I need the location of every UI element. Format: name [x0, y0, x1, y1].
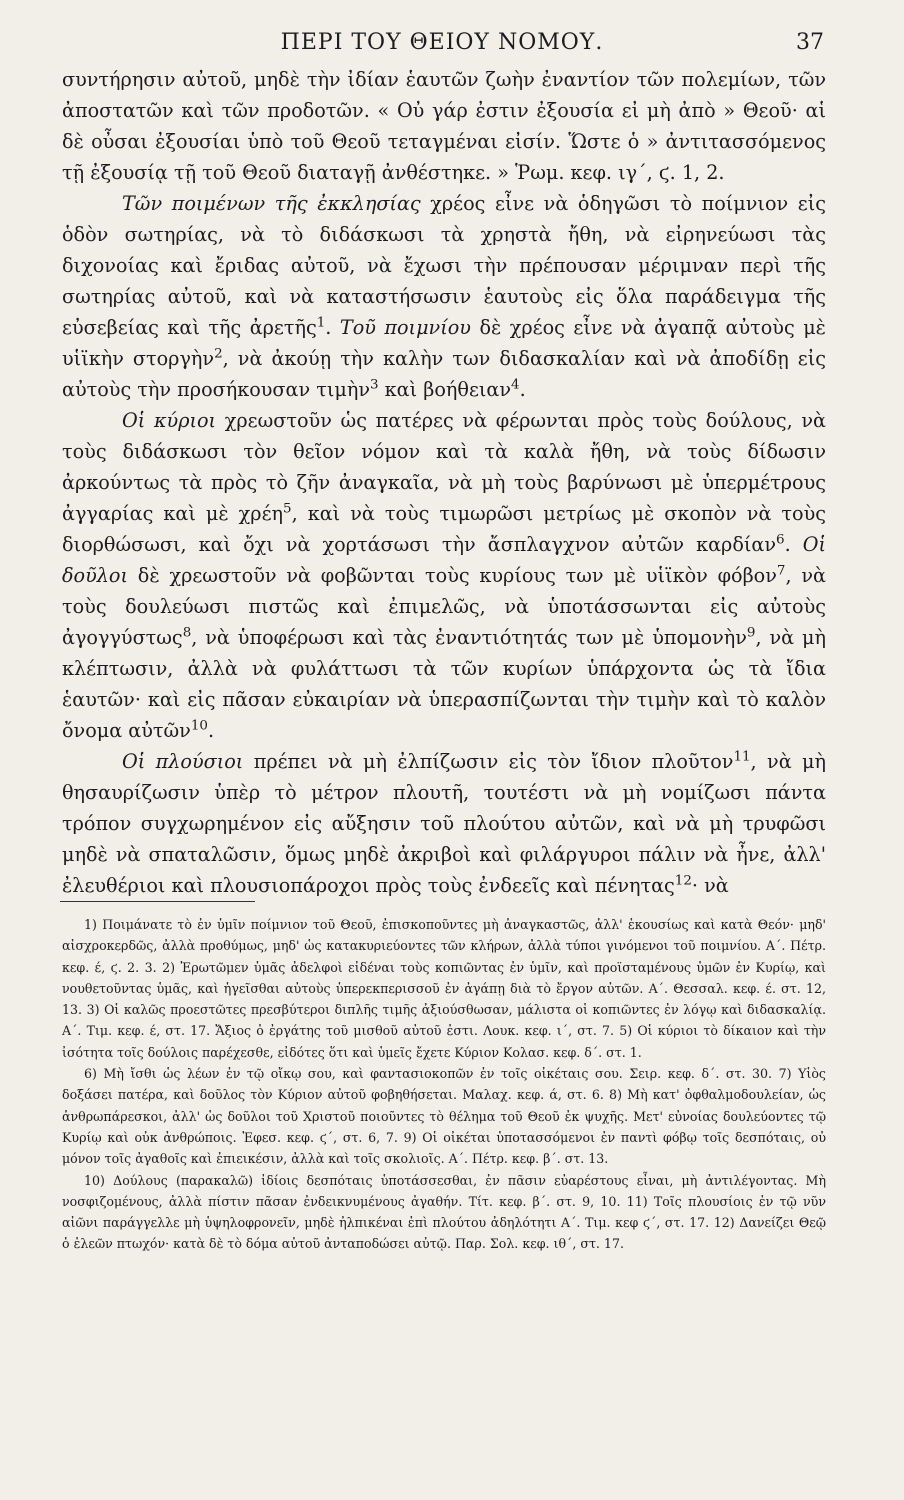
term-pastors: Τῶν ποιμένων τῆς ἐκκλησίας [122, 192, 421, 215]
text-span: · νὰ [691, 874, 729, 897]
text-span: . [325, 316, 340, 339]
footnote-ref: 1 [316, 315, 326, 331]
footnote-separator [60, 901, 255, 902]
footnote-ref: 5 [283, 501, 292, 517]
term-servants: Οἱ δοῦλοι [62, 533, 827, 587]
footnote-ref: 7 [776, 563, 786, 579]
text-span: , νὰ τοὺς δουλεύωσι πιστῶς καὶ ἐπιμελῶς, νὰ ὑποτάσσωνται εἰς αὐτοὺς ἀγογγύστως [62, 564, 826, 649]
text-span: δὲ χρεωστοῦν νὰ φοβῶνται τοὺς κυρίους των μὲ υἱϊκὸν φόβον [128, 564, 777, 587]
footnotes [62, 914, 826, 1255]
text-span: . [207, 719, 215, 742]
text-span: , νὰ μὴ κλέπτωσιν, ἀλλὰ νὰ φυλάττωσι τὰ τῶν κυρίων ὑπάρχοντα ὡς τὰ ἴδια ἑαυτῶν· καὶ εἰς πᾶσαν εὐκαιρίαν νὰ ὑπερασπίζωνται τὴν τιμὴν καὶ τὸ καλὸν ὄνομα αὐτῶν [62, 626, 827, 742]
footnote-ref: 9 [746, 625, 756, 641]
text-span: δὲ χρέος εἶνε νὰ ἀγαπᾷ αὐτοὺς μὲ υἱϊκὴν στοργὴν [62, 316, 826, 370]
paragraph-continuation: συντήρησιν αὐτοῦ, μηδὲ τὴν ἰδίαν ἑαυτῶν ζωὴν ἐναντίον τῶν πολεμίων, τῶν ἀποστατῶν καὶ τῶν προδοτῶν. « Οὐ γάρ ἐστιν ἐξουσία εἰ μὴ ἀπὸ » Θεοῦ· αἱ δὲ οὖσαι ἐξουσίαι ὑπὸ τοῦ Θεοῦ τεταγμέναι εἰσίν. Ὥστε ὁ » ἀντιτασσόμενος τῇ ἐξουσίᾳ τῇ τοῦ Θεοῦ διαταγῇ ἀνθέστηκε. » Ῥωμ. κεφ. ιγ΄, ϛ. 1, 2. [62, 68, 826, 184]
footnote-ref: 12 [674, 873, 692, 889]
text-span: , νὰ μὴ θησαυρίζωσιν ὑπὲρ τὸ μέτρον πλουτῆ, τουτέστι νὰ μὴ νομίζωσι πάντα τρόπον συγχωρημένον εἰς αὔξησιν τοῦ πλούτου αὐτῶν, καὶ νὰ μὴ τρυφῶσι μηδὲ νὰ σπαταλῶσιν, ὅμως μηδὲ ἀκριβοὶ καὶ φιλάργυροι πάλιν νὰ ἦνε, ἀλλ' ἐλευθέριοι καὶ πλουσιοπάροχοι πρὸς τοὺς ἐνδεεῖς καὶ πένητας [62, 750, 826, 897]
footnote-block: 6) Μὴ ἴσθι ὡς λέων ἐν τῷ οἴκῳ σου, καὶ φαντασιοκοπῶν ἐν τοῖς οἰκέταις σου. Σειρ. κεφ. δ΄. στ. 30. 7) Υἱὸς δοξάσει πατέρα, καὶ δοῦλος τὸν Κύριον αὐτοῦ φοβηθήσεται. Μαλαχ. κεφ. ά, στ. 6. 8) Μὴ κατ' ὀφθαλμοδουλείαν, ὡς ἀνθρωπάρεσκοι, ἀλλ' ὡς δοῦλοι τοῦ Χριστοῦ ποιοῦντες τὸ θέλημα τοῦ Θεοῦ ἐκ ψυχῆς. Μετ' εὐνοίας δουλεύοντες τῷ Κυρίῳ καὶ οὐκ ἀνθρώποις. Ἐφεσ. κεφ. ϛ΄, στ. 6, 7. 9) Οἱ οἰκέται ὑποτασσόμενοι ἐν παντὶ φόβῳ τοῖς δεσπόταις, οὐ μόνον τοῖς ἀγαθοῖς καὶ ἐπιεικέσιν, ἀλλὰ καὶ τοῖς σκολιοῖς. Α΄. Πέτρ. κεφ. β΄. στ. 13. [62, 1066, 826, 1167]
term-flock: Τοῦ ποιμνίου [339, 316, 471, 339]
term-masters: Οἱ κύριοι [122, 409, 217, 432]
paragraph-rich [62, 746, 826, 901]
paragraph-pastors [62, 188, 826, 405]
footnote-ref: 11 [733, 749, 751, 765]
text-span: , καὶ νὰ τοὺς τιμωρῶσι μετρίως μὲ σκοπὸν νὰ τοὺς διορθώσωσι, καὶ ὄχι νὰ χορτάσωσι τὴν ἄσπλαγχνον αὐτῶν καρδίαν [62, 502, 826, 556]
text-span: χρέος εἶνε νὰ ὁδηγῶσι τὸ ποίμνιον εἰς ὁδὸν σωτηρίας, νὰ τὸ διδάσκωσι τὰ χρηστὰ ἤθη, νὰ εἰρηνεύωσι τὰς διχονοίας καὶ ἔριδας αὐτοῦ, νὰ ἔχωσι τὴν πρέπουσαν μέριμναν περὶ τῆς σωτηρίας αὐτοῦ, καὶ νὰ καταστήσωσιν ἑαυτοὺς εἰς ὅλα παράδειγμα τῆς εὐσεβείας καὶ τῆς ἀρετῆς [62, 192, 826, 339]
footnote-ref: 2 [214, 346, 223, 362]
text-span: . [784, 533, 803, 556]
footnote-ref: 6 [776, 532, 785, 548]
footnote-ref: 10 [190, 718, 208, 734]
text-span: καὶ βοήθειαν [378, 378, 512, 401]
paragraph-masters [62, 405, 826, 746]
footnote-block: 1) Ποιμάνατε τὸ ἐν ὑμῖν ποίμνιον τοῦ Θεοῦ, ἐπισκοποῦντες μὴ ἀναγκαστῶς, ἀλλ' ἑκουσίως καὶ κατὰ Θεόν· μηδ' αἰσχροκερδῶς, ἀλλὰ προθύμως, μηδ' ὡς κατακυριεύοντες τῶν κλήρων, ἀλλὰ τύποι γινόμενοι τοῦ ποιμνίου. Α΄. Πέτρ. κεφ. έ, ϛ. 2. 3. 2) Ἐρωτῶμεν ὑμᾶς ἀδελφοὶ εἰδέναι τοὺς κοπιῶντας ἐν ὑμῖν, καὶ προϊσταμένους ὑμῶν ἐν Κυρίῳ, καὶ νουθετοῦντας ὑμᾶς, καὶ ἡγεῖσθαι αὐτοὺς ὑπερεκπερισσοῦ ἐν ἀγάπῃ διὰ τὸ ἔργον αὐτῶν. Α΄. Θεσσαλ. κεφ. έ. στ. 12, 13. 3) Οἱ καλῶς προεστῶτες πρεσβύτεροι διπλῆς τιμῆς ἀξιούσθωσαν, μάλιστα οἱ κοπιῶντες ἐν λόγῳ καὶ διδασκαλίᾳ. Α΄. Τιμ. κεφ. έ, στ. 17. Ἄξιος ὁ ἐργάτης τοῦ μισθοῦ αὐτοῦ ἐστι. Λουκ. κεφ. ι΄, στ. 7. 5) Οἱ κύριοι τὸ δίκαιον καὶ τὴν ἰσότητα τοῖς δούλοις παρέχεσθε, εἰδότες ὅτι καὶ ὑμεῖς ἔχετε Κύριον Κολασ. κεφ. δ΄. στ. 1. [62, 917, 826, 1060]
text-span: χρεωστοῦν ὡς πατέρες νὰ φέρωνται πρὸς τοὺς δούλους, νὰ τοὺς διδάσκωσι τὸν θεῖον νόμον καὶ τὰ καλὰ ἤθη, νὰ τοὺς δίδωσιν ἀρκούντως τὰ πρὸς τὸ ζῆν ἀναγκαῖα, νὰ μὴ τοὺς βαρύνωσι μὲ ὑπερμέτρους ἀγγαρίας καὶ μὲ χρέη [62, 409, 826, 525]
footnote-ref: 3 [370, 377, 379, 393]
text-span: , νὰ ἀκούῃ τὴν καλὴν των διδασκαλίαν καὶ νὰ ἀποδίδῃ εἰς αὐτοὺς τὴν προσήκουσαν τιμὴν [62, 347, 826, 401]
main-text [62, 64, 826, 901]
page-header [60, 30, 824, 64]
footnote-block: 10) Δούλους (παρακαλῶ) ἰδίοις δεσπόταις ὑποτάσσεσθαι, ἐν πᾶσιν εὐαρέστους εἶναι, μὴ ἀντιλέγοντας. Μὴ νοσφιζομένους, ἀλλὰ πίστιν πᾶσαν ἐνδεικνυμένους ἀγαθήν. Τίτ. κεφ. β΄. στ. 9, 10. 11) Τοῖς πλουσίοις ἐν τῷ νῦν αἰῶνι παράγγελλε μὴ ὑψηλοφρονεῖν, μηδὲ ἠλπικέναι ἐπὶ πλούτου ἀδηλότητι Α΄. Τιμ. κεφ ϛ΄, στ. 17. 12) Δανείζει Θεῷ ὁ ἐλεῶν πτωχόν· κατὰ δὲ τὸ δόμα αὐτοῦ ἀνταποδώσει αὐτῷ. Παρ. Σολ. κεφ. ιθ΄, στ. 17. [62, 1172, 826, 1252]
footnote-ref: 8 [182, 625, 192, 641]
page-number: 37 [796, 30, 824, 55]
text-span: πρέπει νὰ μὴ ἐλπίζωσιν εἰς τὸν ἴδιον πλοῦτον [243, 750, 734, 773]
term-rich: Οἱ πλούσιοι [122, 750, 244, 773]
footnote-ref: 4 [511, 377, 520, 393]
text-span: , νὰ ὑποφέρωσι καὶ τὰς ἐναντιότητάς των μὲ ὑπομονὴν [191, 626, 747, 649]
text-span: . [519, 378, 526, 401]
running-title: ΠΕΡΙ ΤΟΥ ΘΕΙΟΥ ΝΟΜΟΥ. [280, 30, 604, 55]
